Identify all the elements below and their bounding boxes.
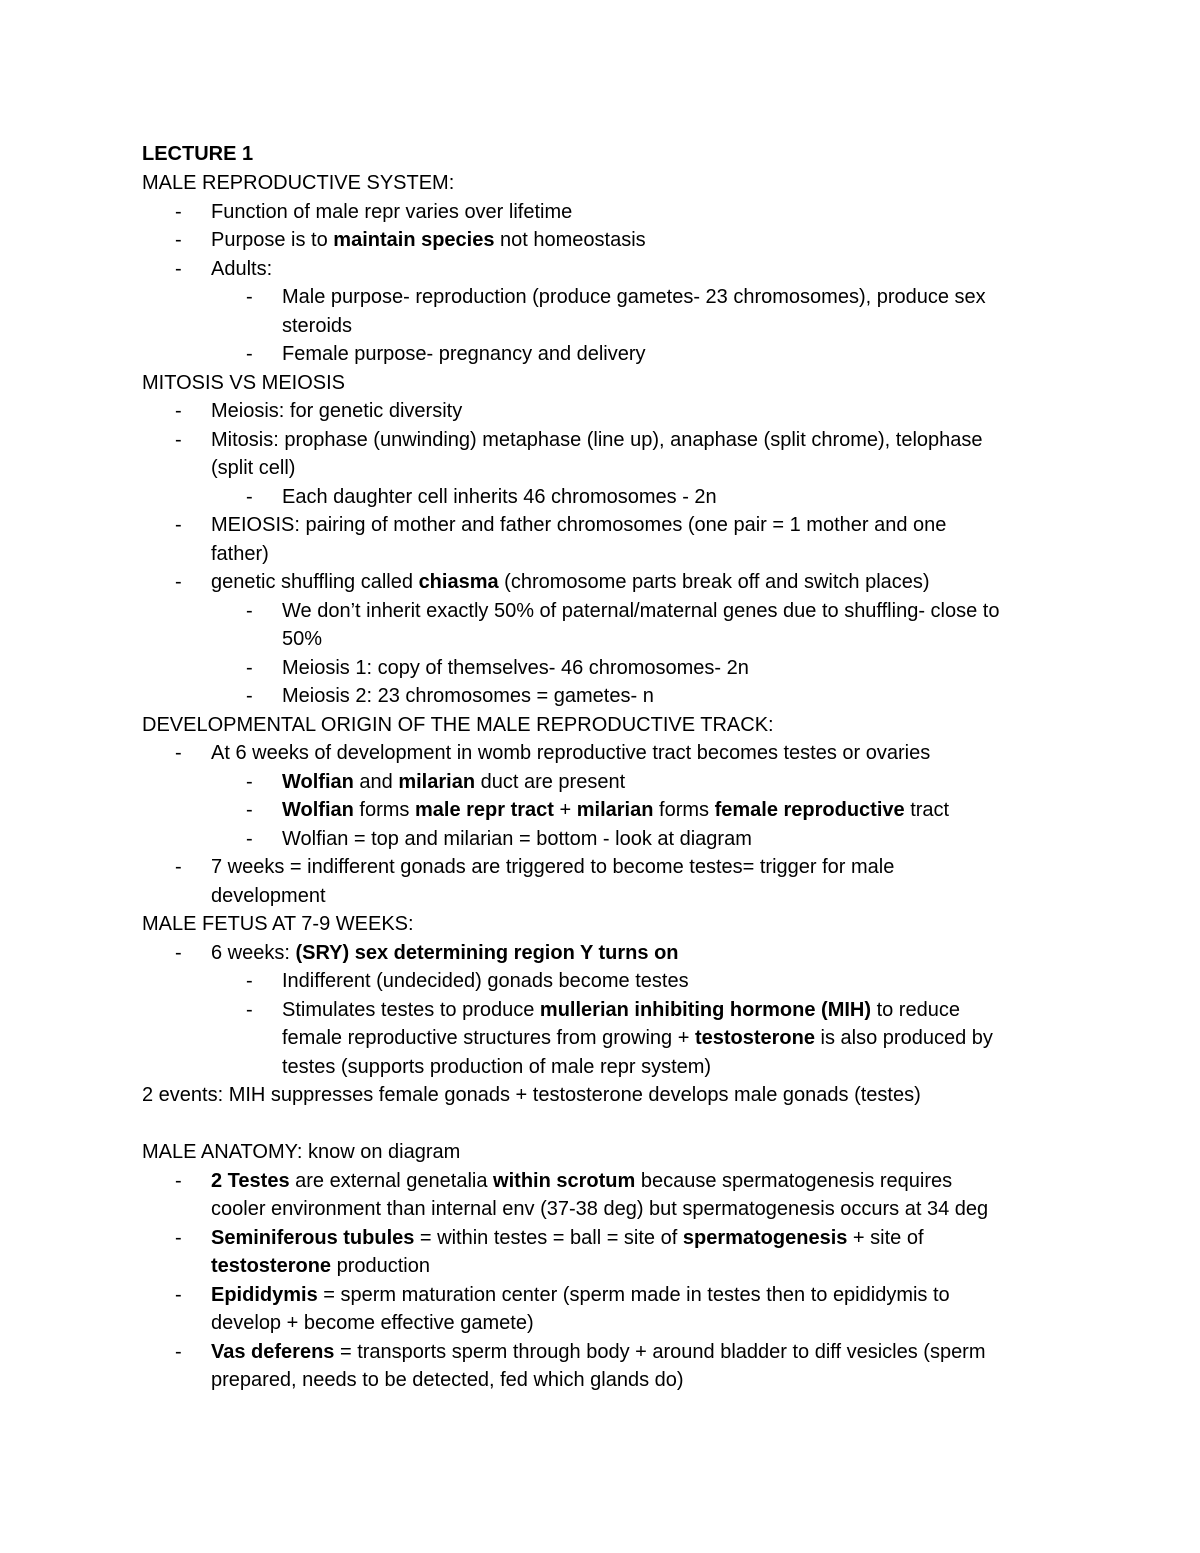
text-segment: Mitosis: prophase (unwinding) metaphase (line up), anaphase (split chrome), telophase (211, 429, 983, 451)
text-segment: Stimulates testes to produce (282, 999, 540, 1021)
text-segment: = within testes = ball = site of (414, 1227, 683, 1249)
text-line (282, 798, 949, 822)
text-line (211, 570, 930, 594)
text-segment: 6 weeks: (211, 942, 296, 964)
bullet-dash: - (175, 1284, 182, 1306)
text-line (211, 200, 572, 224)
bullet-dash: - (175, 1170, 182, 1192)
text-line (282, 1055, 711, 1079)
text-segment: DEVELOPMENTAL ORIGIN OF THE MALE REPRODUCTIVE TRACK: (142, 714, 774, 736)
text-line (211, 228, 646, 252)
text-line (211, 1340, 986, 1364)
text-segment: Indifferent (undecided) gonads become testes (282, 970, 689, 992)
text-line (282, 342, 646, 366)
bold-text: milarian (576, 799, 654, 821)
bullet-dash: - (175, 1341, 182, 1363)
text-line (211, 1197, 988, 1221)
text-segment: because spermatogenesis requires (635, 1170, 953, 1192)
text-line (142, 1083, 921, 1107)
bullet-dash: - (246, 799, 253, 821)
bold-text: male repr tract (414, 799, 554, 821)
bold-text: female reproductive (714, 799, 905, 821)
text-line (282, 656, 749, 680)
text-segment: Purpose is to (211, 229, 334, 251)
text-segment: and (353, 771, 399, 793)
text-line (211, 1311, 534, 1335)
text-line (211, 399, 462, 423)
text-segment: Meiosis 2: 23 chromosomes = gametes- n (282, 685, 654, 707)
bold-text: milarian (398, 771, 476, 793)
bullet-dash: - (246, 600, 253, 622)
bold-text: mullerian inhibiting hormone (MIH) (539, 999, 872, 1021)
text-segment: + site of (847, 1227, 924, 1249)
text-line (211, 884, 326, 908)
text-segment: cooler environment than internal env (37-38 deg) but spermatogenesis occurs at 34 deg (211, 1198, 989, 1220)
bold-text: Epididymis (211, 1284, 318, 1306)
text-segment: Meiosis: for genetic diversity (211, 400, 463, 422)
text-segment: MALE FETUS AT 7-9 WEEKS: (142, 913, 414, 935)
text-segment: MEIOSIS: pairing of mother and father chromosomes (one pair = 1 mother and one (211, 514, 947, 536)
text-line (211, 257, 272, 281)
bullet-dash: - (246, 343, 253, 365)
text-segment: Adults: (211, 258, 273, 280)
bold-text: Vas deferens (211, 1341, 335, 1363)
text-segment: 2 events: MIH suppresses female gonads + testosterone develops male gonads (testes) (142, 1084, 921, 1106)
text-segment: forms (653, 799, 715, 821)
text-line (142, 1140, 460, 1164)
text-line (211, 1169, 952, 1193)
bold-text: 2 Testes (211, 1170, 290, 1192)
text-segment: Each daughter cell inherits 46 chromosomes - 2n (282, 486, 717, 508)
bold-text: Wolfian (282, 799, 354, 821)
text-line (282, 285, 986, 309)
text-segment: development (211, 885, 326, 907)
text-segment: not homeostasis (494, 229, 646, 251)
text-segment: (split cell) (211, 457, 296, 479)
text-line (142, 713, 774, 737)
text-segment: female reproductive structures from growing + (282, 1027, 695, 1049)
bullet-dash: - (175, 1227, 182, 1249)
text-line (282, 627, 322, 651)
bold-text: spermatogenesis (682, 1227, 848, 1249)
text-segment: At 6 weeks of development in womb reproductive tract becomes testes or ovaries (211, 742, 931, 764)
bullet-dash: - (175, 942, 182, 964)
text-line (142, 371, 345, 395)
text-line (211, 741, 930, 765)
bold-text: maintain species (333, 229, 495, 251)
bullet-dash: - (175, 429, 182, 451)
text-line (282, 314, 352, 338)
bullet-dash: - (246, 970, 253, 992)
bullet-dash: - (175, 229, 182, 251)
text-segment: father) (211, 543, 269, 565)
bullet-dash: - (175, 258, 182, 280)
text-line (282, 770, 625, 794)
text-segment: is also produced by (814, 1027, 993, 1049)
text-segment: Wolfian = top and milarian = bottom - look at diagram (282, 828, 752, 850)
bullet-dash: - (246, 657, 253, 679)
text-segment: to reduce (871, 999, 960, 1021)
text-line (211, 542, 269, 566)
text-segment: Meiosis 1: copy of themselves- 46 chromosomes- 2n (282, 657, 749, 679)
text-segment: We don’t inherit exactly 50% of paternal/maternal genes due to shuffling- close to (282, 600, 1000, 622)
text-segment: duct are present (475, 771, 626, 793)
text-segment: steroids (282, 315, 353, 337)
text-segment: MALE ANATOMY: know on diagram (142, 1141, 461, 1163)
text-line (282, 998, 960, 1022)
text-line (142, 912, 414, 936)
text-segment: 50% (282, 628, 323, 650)
bullet-dash: - (246, 828, 253, 850)
text-segment: develop + become effective gamete) (211, 1312, 534, 1334)
bullet-dash: - (175, 400, 182, 422)
bullet-dash: - (246, 486, 253, 508)
text-line (211, 1368, 684, 1392)
text-segment: + (553, 799, 577, 821)
text-segment: Male purpose- reproduction (produce gametes- 23 chromosomes), produce sex (282, 286, 986, 308)
text-line (211, 428, 983, 452)
bold-text: testosterone (694, 1027, 815, 1049)
text-segment: prepared, needs to be detected, fed which glands do) (211, 1369, 684, 1391)
bullet-dash: - (175, 201, 182, 223)
text-line (142, 171, 454, 195)
bullet-dash: - (175, 571, 182, 593)
text-segment: forms (353, 799, 415, 821)
text-segment: tract (904, 799, 950, 821)
text-segment: (chromosome parts break off and switch places) (498, 571, 930, 593)
bold-text: within scrotum (493, 1170, 636, 1192)
text-line (211, 513, 946, 537)
text-segment: production (331, 1255, 430, 1277)
text-line (282, 684, 654, 708)
text-line (211, 941, 679, 965)
bold-text: testosterone (211, 1255, 332, 1277)
text-segment: genetic shuffling called (211, 571, 419, 593)
text-line (282, 827, 752, 851)
bold-text: Wolfian (282, 771, 354, 793)
text-line (282, 485, 717, 509)
text-line (282, 1026, 993, 1050)
text-segment: testes (supports production of male repr system) (282, 1056, 712, 1078)
bullet-dash: - (175, 856, 182, 878)
text-segment: = sperm maturation center (sperm made in testes then to epididymis to (317, 1284, 950, 1306)
text-segment: Function of male repr varies over lifetime (211, 201, 573, 223)
text-segment: MITOSIS VS MEIOSIS (142, 372, 346, 394)
bold-text: (SRY) sex determining region Y turns on (295, 942, 679, 964)
text-line (211, 1283, 950, 1307)
text-segment: Female purpose- pregnancy and delivery (282, 343, 646, 365)
bullet-dash: - (246, 286, 253, 308)
bullet-dash: - (246, 999, 253, 1021)
bullet-dash: - (246, 685, 253, 707)
text-line (211, 1226, 924, 1250)
text-line (211, 855, 894, 879)
text-segment: MALE REPRODUCTIVE SYSTEM: (142, 172, 455, 194)
bold-text: Seminiferous tubules (211, 1227, 415, 1249)
text-line (282, 969, 689, 993)
text-segment: 7 weeks = indifferent gonads are triggered to become testes= trigger for male (211, 856, 895, 878)
text-line (282, 599, 999, 623)
bold-text: chiasma (418, 571, 499, 593)
text-segment: = transports sperm through body + around bladder to diff vesicles (sperm (334, 1341, 986, 1363)
text-line (211, 1254, 430, 1278)
bullet-dash: - (175, 514, 182, 536)
bullet-dash: - (246, 771, 253, 793)
text-line (211, 456, 295, 480)
lecture-title: LECTURE 1 (142, 143, 254, 165)
text-segment: are external genetalia (289, 1170, 494, 1192)
bullet-dash: - (175, 742, 182, 764)
